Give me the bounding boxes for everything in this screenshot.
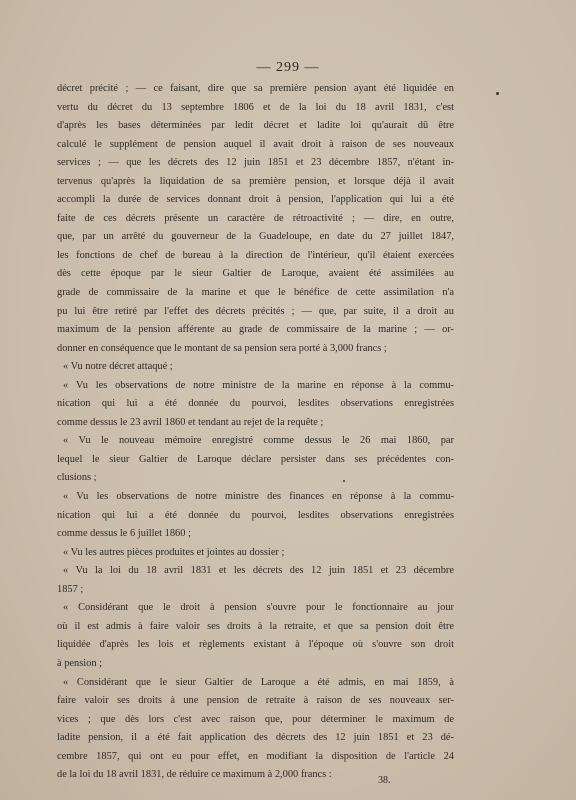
sheet-signature-mark: 38. bbox=[378, 775, 391, 786]
text-line: cembre 1857, qui ont eu pour effet, en modifiant la disposition de l'article 24 bbox=[57, 750, 454, 762]
text-line: décret précité ; — ce faisant, dire que sa première pension ayant été liquidée en bbox=[57, 83, 454, 94]
text-line: que, par un arrêté du gouverneur de la Guadeloupe, en date du 27 juillet 1847, bbox=[57, 231, 454, 243]
text-line: accompli la durée de services donnant droit à pension, l'application qui lui a été bbox=[57, 194, 454, 206]
text-line: où il est admis à faire valoir ses droits à la retraite, et que sa pension doit être bbox=[57, 620, 454, 632]
text-line: nication qui lui a été donnée du pourvoi, lesdites observations enregistrées bbox=[57, 398, 454, 410]
text-line: maximum de la pension afférente au grade de commissaire de la marine ; — or- bbox=[57, 324, 454, 336]
text-line: tervenus qu'après la liquidation de sa première pension, et lorsque déjà il avait bbox=[57, 175, 454, 187]
text-line: liquidée d'après les lois et règlements existant à l'époque où s'ouvre son droit bbox=[57, 639, 454, 651]
text-line: « Considérant que le sieur Galtier de Laroque a été admis, en mai 1859, à bbox=[63, 676, 454, 688]
page-number: — 299 — bbox=[256, 60, 320, 75]
text-line: services ; — que les décrets des 12 juin 1851 et 23 décembre 1857, n'étant in- bbox=[57, 157, 454, 169]
text-line: « Vu les observations de notre ministre des finances en réponse à la commu- bbox=[63, 491, 454, 503]
text-line: grade de commissaire de la marine et que le bénéfice de cette assimilation n'a bbox=[57, 287, 454, 299]
text-line: clusions ; bbox=[57, 472, 97, 484]
text-line: 1857 ; bbox=[57, 583, 84, 595]
text-line: faite de ces décrets présente un caractère de rétroactivité ; — dire, en outre, bbox=[57, 212, 454, 224]
text-line: dès cette époque par le sieur Galtier de Laroque, avaient été assimilées au bbox=[57, 268, 454, 280]
text-line: comme dessus le 6 juillet 1860 ; bbox=[57, 528, 191, 540]
text-line: ladite pension, il a été fait application des décrets des 12 juin 1851 et 23 dé- bbox=[57, 732, 454, 744]
text-line: « Vu les observations de notre ministre de la marine en réponse à la commu- bbox=[63, 379, 454, 391]
text-line: comme dessus le 23 avril 1860 et tendant au rejet de la requête ; bbox=[57, 416, 324, 428]
text-line: nication qui lui a été donnée du pourvoi, lesdites observations enregistrées bbox=[57, 509, 454, 521]
text-line: « Vu les autres pièces produites et jointes au dossier ; bbox=[63, 546, 285, 558]
text-line: donner en conséquence que le montant de sa pension sera porté à 3,000 francs ; bbox=[57, 342, 387, 354]
text-line: pu lui être retiré par l'effet des décrets précités ; — que, par suite, il a droit au bbox=[57, 305, 454, 317]
text-line: « Vu le nouveau mémoire enregistré comme dessus le 26 mai 1860, par bbox=[63, 435, 454, 447]
text-line: « Vu la loi du 18 avril 1831 et les décrets des 12 juin 1851 et 23 décembre bbox=[63, 565, 454, 577]
text-line: calculé le supplément de pension auquel il avait droit à raison de ses nouveaux bbox=[57, 138, 454, 150]
body-text bbox=[57, 80, 454, 785]
text-line: vices ; que dès lors c'est avec raison que, pour déterminer le maximum de bbox=[57, 713, 454, 725]
text-line: lequel le sieur Galtier de Laroque déclare persister dans ses précédentes con- bbox=[57, 453, 454, 465]
ink-speck bbox=[343, 480, 345, 482]
text-line: de la loi du 18 avril 1831, de réduire ce maximum à 2,000 francs : bbox=[57, 769, 332, 781]
text-line: « Considérant que le droit à pension s'ouvre pour le fonctionnaire au jour bbox=[63, 602, 454, 614]
text-line: à pension ; bbox=[57, 657, 103, 669]
text-line: faire valoir ses droits à une pension de retraite à raison de ses nouveaux ser- bbox=[57, 695, 454, 707]
text-line: vertu du décret du 13 septembre 1806 et de la loi du 18 avril 1831, c'est bbox=[57, 101, 454, 113]
text-line: « Vu notre décret attaqué ; bbox=[63, 361, 173, 373]
text-line: d'après les bases déterminées par ledit décret et ladite loi qu'aurait dû être bbox=[57, 120, 454, 132]
text-line: les fonctions de chef de bureau à la direction de l'intérieur, qu'il étaient exercées bbox=[57, 249, 454, 261]
ink-speck bbox=[496, 92, 499, 95]
